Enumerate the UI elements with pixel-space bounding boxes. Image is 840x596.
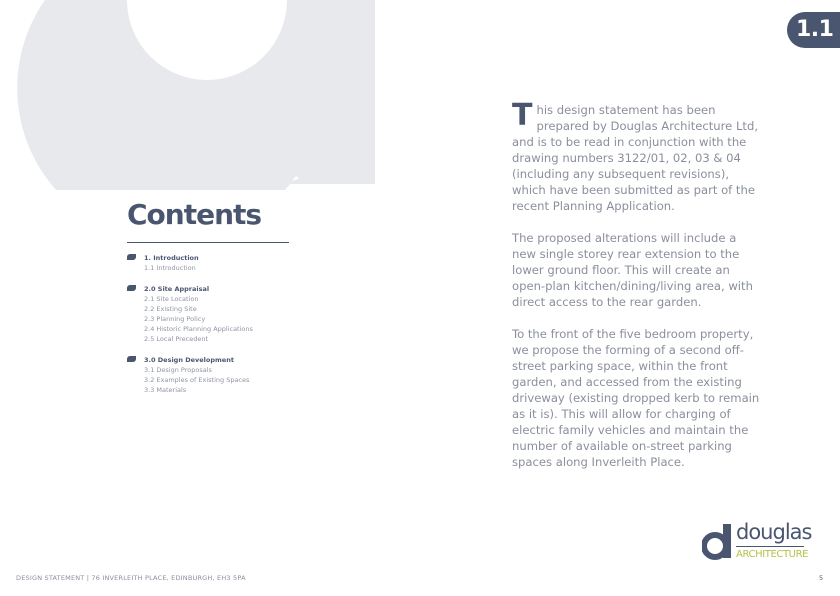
footer-document-title: DESIGN STATEMENT | 76 INVERLEITH PLACE, EDINBURGH, EH3 5PA xyxy=(16,574,246,582)
alterations-paragraph: The proposed alterations will include a new single storey rear extension to the lower ground floor. This will create an open-plan kitchen/dining/living area, with direct access to the rear garden. xyxy=(512,231,753,309)
toc-heading[interactable]: 1. Introduction xyxy=(144,254,199,262)
logo-wordmark: douglas xyxy=(736,520,812,544)
logo-d-icon xyxy=(702,522,734,560)
toc-section-introduction xyxy=(127,253,307,273)
drop-cap: T xyxy=(512,98,533,133)
table-of-contents xyxy=(127,253,307,406)
contents-title: Contents xyxy=(127,198,262,231)
page-number: 5 xyxy=(819,574,824,582)
toc-item[interactable]: 3.3 Materials xyxy=(144,386,187,394)
intro-paragraph-text: his design statement has been prepared by Douglas Architecture Ltd, and is to be read in conjunction with the drawing numbers 3122/01, 02, 03 & 04 (including any subsequent revisions), which have been submitted as part of the recent Planning Application. xyxy=(512,103,759,213)
toc-bullet-icon xyxy=(127,285,136,291)
section-number-badge: 1.1 xyxy=(787,12,840,48)
logo-divider xyxy=(736,546,804,547)
toc-item[interactable]: 3.2 Examples of Existing Spaces xyxy=(144,376,250,384)
toc-heading[interactable]: 2.0 Site Appraisal xyxy=(144,285,210,293)
toc-bullet-icon xyxy=(127,356,136,362)
toc-item[interactable]: 3.1 Design Proposals xyxy=(144,366,212,374)
intro-paragraph xyxy=(512,98,762,214)
contents-divider xyxy=(127,242,289,243)
design-statement-text xyxy=(512,98,762,486)
toc-item[interactable]: 2.1 Site Location xyxy=(144,295,199,303)
parking-paragraph: To the front of the five bedroom property, we propose the forming of a second off-street parking space, within the front garden, and accessed from the existing driveway (existing dropped kerb to remain as it is). This will allow for charging of electric family vehicles and maintain the number of available on-street parking spaces along Inverleith Place. xyxy=(512,327,760,469)
toc-item[interactable]: 2.4 Historic Planning Applications xyxy=(144,325,253,333)
toc-item[interactable]: 1.1 Introduction xyxy=(144,264,196,272)
toc-section-site-appraisal xyxy=(127,284,307,344)
toc-item[interactable]: 2.5 Local Precedent xyxy=(144,335,209,343)
douglas-architecture-logo xyxy=(702,522,812,564)
logo-subtitle: ARCHITECTURE xyxy=(736,549,809,560)
toc-section-design-development xyxy=(127,355,307,395)
toc-item[interactable]: 2.2 Existing Site xyxy=(144,305,197,313)
decorative-shape-graphic xyxy=(0,0,380,190)
toc-item[interactable]: 2.3 Planning Policy xyxy=(144,315,206,323)
toc-bullet-icon xyxy=(127,254,136,260)
toc-heading[interactable]: 3.0 Design Development xyxy=(144,356,234,364)
